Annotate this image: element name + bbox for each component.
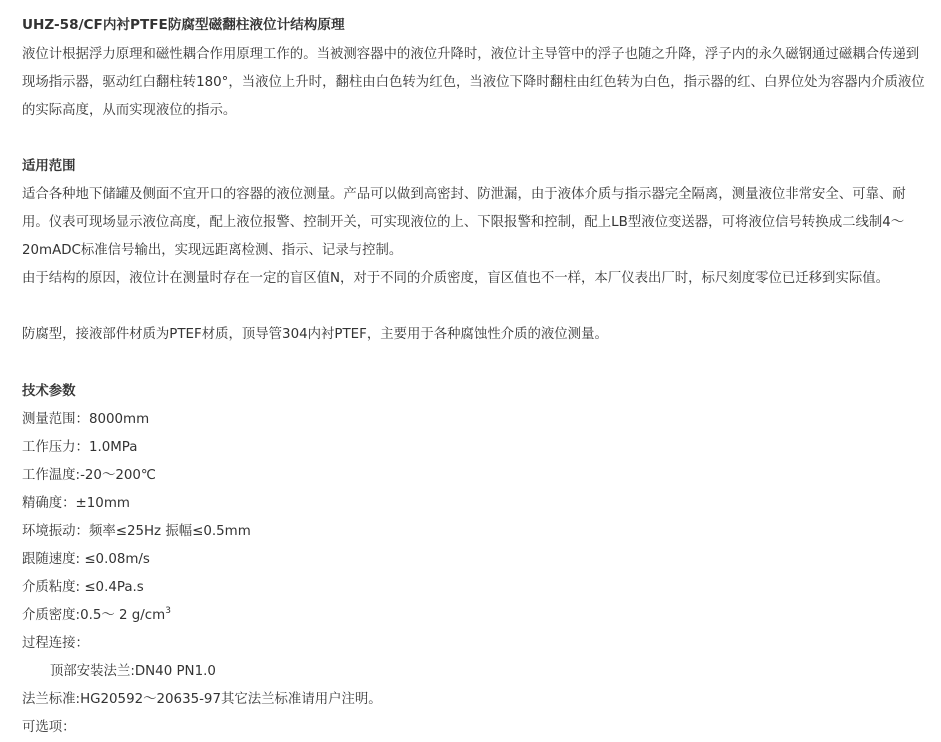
spec-density	[22, 602, 171, 630]
spec-options: 可选项：	[22, 720, 76, 735]
spec-top-flange: 顶部安装法兰:DN40 PN1.0	[50, 664, 216, 679]
spec-density-text: 介质密度:0.5～ 2 g/cm	[22, 608, 166, 623]
spec-viscosity: 介质粘度: ≤0.4Pa.s	[22, 580, 144, 595]
spec-follow-speed: 跟随速度: ≤0.08m/s	[22, 552, 150, 567]
spec-temperature: 工作温度:-20～200℃	[22, 468, 156, 483]
scope-heading: 适用范围	[22, 159, 76, 174]
page-title: UHZ-58/CF内衬PTFE防腐型磁翻柱液位计结构原理	[22, 17, 345, 33]
spec-range: 测量范围：8000mm	[22, 412, 150, 427]
spec-accuracy: 精确度：±10mm	[22, 496, 130, 511]
specs-heading: 技术参数	[22, 384, 76, 399]
scope-paragraph-2: 由于结构的原因，液位计在测量时存在一定的盲区值N，对于不同的介质密度，盲区值也不一样，本厂仪表出厂时，标尺刻度零位已迁移到实际值。	[22, 271, 890, 286]
spec-density-superscript: 3	[165, 606, 171, 616]
principle-paragraph: 液位计根据浮力原理和磁性耦合作用原理工作的。当被测容器中的液位升降时，液位计主导管中的浮子也随之升降，浮子内的永久磁钢通过磁耦合传递到现场指示器，驱动红白翻柱转180°，当液位上升时，翻柱由白色转为红色，当液位下降时翻柱由红色转为白色，指示器的红、白界位处为容器内介质液位的实际高度，从而实现液位的指示。	[22, 47, 925, 118]
scope-paragraph-3: 防腐型，接液部件材质为PTEF材质，顶导管304内衬PTEF，主要用于各种腐蚀性介质的液位测量。	[22, 327, 608, 342]
spec-pressure: 工作压力：1.0MPa	[22, 440, 138, 455]
spec-vibration: 环境振动：频率≤25Hz 振幅≤0.5mm	[22, 524, 251, 539]
scope-paragraph-1: 适合各种地下储罐及侧面不宜开口的容器的液位测量。产品可以做到高密封、防泄漏，由于液体介质与指示器完全隔离，测量液位非常安全、可靠、耐用。仪表可现场显示液位高度，配上液位报警、控制开关，可实现液位的上、下限报警和控制，配上LB型液位变送器，可将液位信号转换成二线制4～20mADC标准信号输出，实现远距离检测、指示、记录与控制。	[22, 187, 906, 258]
spec-connection: 过程连接：	[22, 636, 89, 651]
spec-flange-standard: 法兰标准:HG20592～20635-97其它法兰标准请用户注明。	[22, 692, 382, 707]
